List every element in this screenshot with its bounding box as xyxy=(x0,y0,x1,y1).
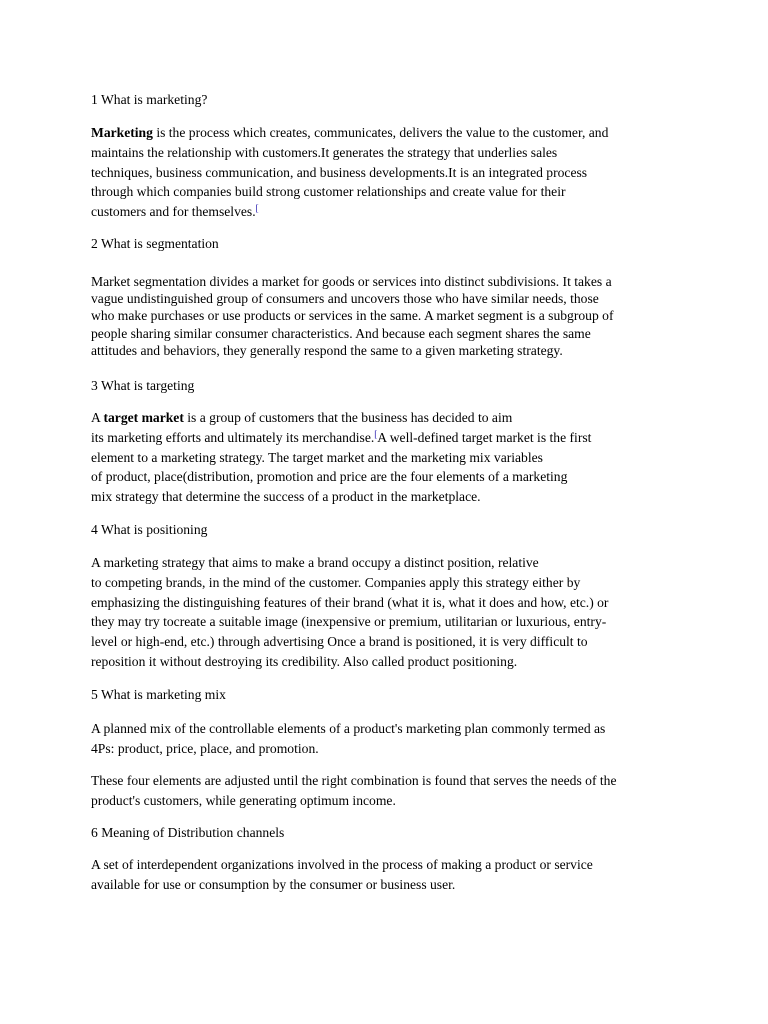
heading-what-is-targeting xyxy=(91,376,194,396)
heading-text: 4 What is positioning xyxy=(91,522,208,537)
paragraph-line: reposition it without destroying its credibility. Also called product positioning. xyxy=(91,653,518,669)
paragraph-line: These four elements are adjusted until the right combination is found that serves the needs of the xyxy=(91,773,617,788)
paragraph-line: element to a marketing strategy. The target market and the marketing mix variables xyxy=(91,449,543,465)
line-text: is a group of customers that the business has decided to aim xyxy=(183,410,513,425)
paragraph-line: A planned mix of the controllable elements of a product's marketing plan commonly termed as xyxy=(91,721,606,736)
paragraph-line: of product, place(distribution, promotion and price are the four elements of a marketing xyxy=(91,469,568,485)
heading-text: 6 Meaning of Distribution channels xyxy=(91,825,285,840)
paragraph-line: mix strategy that determine the success of a product in the marketplace. xyxy=(91,489,481,505)
paragraph-line: people sharing similar consumer characteristics. And because each segment shares the same xyxy=(91,325,591,341)
paragraph-targeting xyxy=(91,408,591,507)
heading-what-is-positioning xyxy=(91,520,207,540)
paragraph-marketing-mix-2 xyxy=(91,771,616,811)
paragraph-line: techniques, business communication, and business developments.It is an integrated process xyxy=(91,164,588,180)
paragraph-line xyxy=(91,202,608,222)
heading-text: 1 What is marketing? xyxy=(91,92,208,107)
paragraph-line: level or high-end, etc.) through advertising Once a brand is positioned, it is very difficult to xyxy=(91,634,588,650)
paragraph-line: available for use or consumption by the consumer or business user. xyxy=(91,876,456,892)
reference-link[interactable]: [ xyxy=(255,203,259,214)
line-text: customers and for themselves. xyxy=(91,204,256,220)
paragraph-line: vague undistinguished group of consumers and uncovers those who have similar needs, those xyxy=(91,291,599,307)
paragraph-marketing xyxy=(91,123,608,222)
heading-text: 5 What is marketing mix xyxy=(91,687,226,702)
paragraph-line: A marketing strategy that aims to make a brand occupy a distinct position, relative xyxy=(91,555,539,570)
line-text: A xyxy=(91,410,104,425)
heading-what-is-marketing xyxy=(91,90,207,110)
paragraph-line xyxy=(91,123,608,143)
paragraph-line: A set of interdependent organizations involved in the process of making a product or service xyxy=(91,857,593,872)
paragraph-distribution-channels xyxy=(91,855,593,895)
paragraph-line: to competing brands, in the mind of the customer. Companies apply this strategy either by xyxy=(91,574,581,590)
paragraph-line: through which companies build strong customer relationships and create value for their xyxy=(91,184,566,200)
paragraph-line: maintains the relationship with customers.It generates the strategy that underlies sales xyxy=(91,144,558,160)
paragraph-line xyxy=(91,428,591,448)
paragraph-positioning xyxy=(91,553,608,672)
paragraph-line: they may try tocreate a suitable image (inexpensive or premium, utilitarian or luxurious, entry- xyxy=(91,614,607,630)
heading-text: 2 What is segmentation xyxy=(91,236,219,251)
bold-term-marketing: Marketing xyxy=(91,125,153,140)
bold-term-target-market: target market xyxy=(103,410,184,425)
heading-text: 3 What is targeting xyxy=(91,378,195,393)
paragraph-line xyxy=(91,408,591,428)
line-text: its marketing efforts and ultimately its merchandise. xyxy=(91,429,375,445)
paragraph-marketing-mix-1 xyxy=(91,719,605,759)
paragraph-line: emphasizing the distinguishing features of their brand (what it is, what it does and how, etc.) or xyxy=(91,594,609,610)
line-text: is the process which creates, communicates, delivers the value to the customer, and xyxy=(152,125,609,140)
line-text: A well-defined target market is the first xyxy=(377,429,592,445)
reference-link[interactable]: [ xyxy=(374,428,378,439)
paragraph-line: Market segmentation divides a market for goods or services into distinct subdivisions. It takes a xyxy=(91,274,612,289)
paragraph-segmentation xyxy=(91,273,613,359)
heading-distribution-channels xyxy=(91,823,284,843)
paragraph-line: attitudes and behaviors, they generally respond the same to a given marketing strategy. xyxy=(91,342,563,358)
paragraph-line: product's customers, while generating optimum income. xyxy=(91,792,396,808)
paragraph-line: 4Ps: product, price, place, and promotion. xyxy=(91,740,319,756)
paragraph-line: who make purchases or use products or services in the same. A market segment is a subgroup of xyxy=(91,308,614,324)
heading-what-is-segmentation xyxy=(91,234,219,254)
heading-what-is-marketing-mix xyxy=(91,685,226,705)
